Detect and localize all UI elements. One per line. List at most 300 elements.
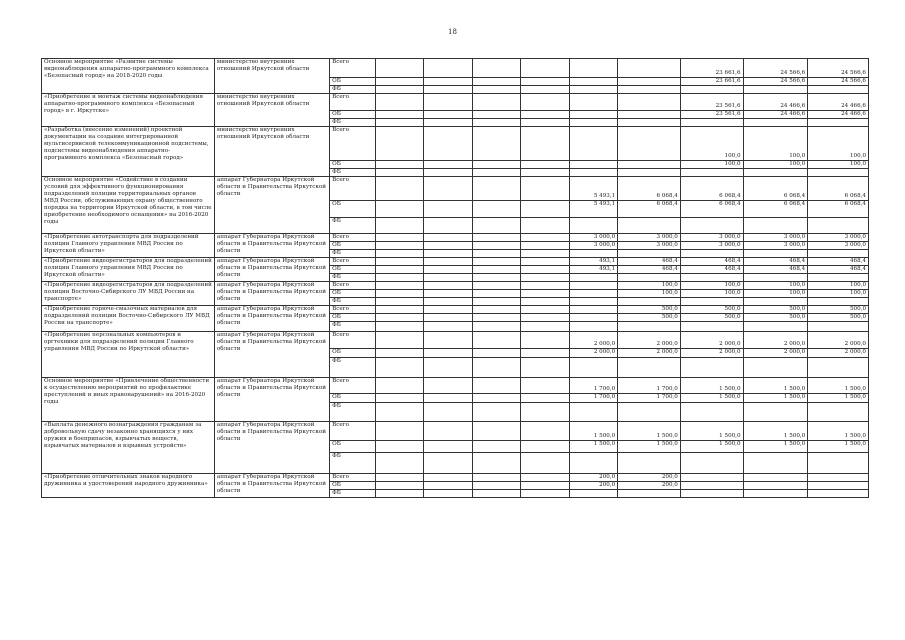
value-cell xyxy=(743,217,808,233)
value-cell xyxy=(569,126,618,160)
value-cell: 6 068,4 xyxy=(808,200,869,217)
value-cell: 200,0 xyxy=(569,473,618,481)
table-row xyxy=(42,421,869,440)
value-cell xyxy=(424,59,473,78)
value-cell: 5 493,1 xyxy=(569,176,618,200)
empty-cell xyxy=(375,257,424,265)
funding-source-cell: ОБ xyxy=(330,440,375,452)
funding-source-cell: ФБ xyxy=(330,249,375,257)
value-cell: 468,4 xyxy=(618,265,681,273)
measure-name-cell: «Приобретение отличительных знаков народного дружинника и удостоверений народного дружинника» xyxy=(42,473,215,497)
empty-cell xyxy=(375,160,424,168)
value-cell xyxy=(424,160,473,168)
value-cell: 1 500,0 xyxy=(743,393,808,402)
value-cell: 24 566,6 xyxy=(808,59,869,78)
value-cell: 493,1 xyxy=(569,265,618,273)
value-cell xyxy=(618,357,681,377)
value-cell xyxy=(472,233,521,241)
table-row xyxy=(42,473,869,481)
funding-source-cell: ОБ xyxy=(330,289,375,297)
value-cell xyxy=(521,297,570,305)
value-cell xyxy=(521,200,570,217)
value-cell xyxy=(424,289,473,297)
funding-source-cell: Всего xyxy=(330,93,375,110)
value-cell: 23 561,6 xyxy=(680,93,743,110)
value-cell xyxy=(472,393,521,402)
value-cell: 100,0 xyxy=(680,126,743,160)
value-cell xyxy=(472,321,521,331)
value-cell: 100,0 xyxy=(680,281,743,289)
value-cell: 24 466,6 xyxy=(808,110,869,118)
value-cell xyxy=(521,331,570,348)
executor-cell: аппарат Губернатора Иркутской области и Правительства Иркутской области xyxy=(214,176,329,233)
value-cell xyxy=(680,273,743,281)
table-row xyxy=(42,281,869,289)
value-cell xyxy=(680,118,743,126)
table-row xyxy=(42,126,869,160)
value-cell xyxy=(472,249,521,257)
funding-source-cell: ФБ xyxy=(330,86,375,94)
value-cell xyxy=(618,93,681,110)
value-cell xyxy=(618,78,681,86)
empty-cell xyxy=(375,126,424,160)
value-cell xyxy=(808,357,869,377)
value-cell xyxy=(808,217,869,233)
value-cell: 6 068,4 xyxy=(680,176,743,200)
measure-name-cell: «Приобретение горюче-смазочных материалов для подразделений полиции Восточно-Сибирского ЛУ МВД России на транспорте» xyxy=(42,305,215,331)
value-cell xyxy=(618,110,681,118)
value-cell xyxy=(472,78,521,86)
value-cell xyxy=(424,110,473,118)
value-cell xyxy=(521,357,570,377)
value-cell: 1 500,0 xyxy=(808,440,869,452)
value-cell: 100,0 xyxy=(618,281,681,289)
value-cell: 1 500,0 xyxy=(680,393,743,402)
value-cell: 500,0 xyxy=(618,313,681,321)
measure-name-cell: «Приобретение персональных компьютеров и оргтехники для подразделений полиции Главного управления МВД России по Иркутской области» xyxy=(42,331,215,377)
table-row xyxy=(42,377,869,393)
value-cell xyxy=(521,59,570,78)
value-cell xyxy=(424,297,473,305)
value-cell: 1 500,0 xyxy=(743,377,808,393)
value-cell xyxy=(424,313,473,321)
value-cell: 1 700,0 xyxy=(569,377,618,393)
empty-cell xyxy=(375,168,424,176)
table-row xyxy=(42,59,869,78)
value-cell xyxy=(472,118,521,126)
funding-source-cell: Всего xyxy=(330,331,375,348)
value-cell xyxy=(472,489,521,497)
value-cell: 3 000,0 xyxy=(569,241,618,249)
measure-name-cell: Основное мероприятие «Развитие системы видеонаблюдения аппаратно-программного комплекса «Безопасный город» на 2018-2020 годы xyxy=(42,59,215,94)
value-cell xyxy=(424,126,473,160)
value-cell: 2 000,0 xyxy=(569,348,618,357)
value-cell: 6 068,4 xyxy=(808,176,869,200)
executor-cell: аппарат Губернатора Иркутской области и Правительства Иркутской области xyxy=(214,331,329,377)
value-cell xyxy=(521,110,570,118)
value-cell xyxy=(521,481,570,489)
value-cell: 2 000,0 xyxy=(569,331,618,348)
value-cell: 1 700,0 xyxy=(618,393,681,402)
value-cell xyxy=(521,118,570,126)
value-cell xyxy=(521,348,570,357)
value-cell xyxy=(521,273,570,281)
empty-cell xyxy=(375,377,424,393)
measure-name-cell: «Приобретение видеорегистраторов для подразделений полиции Главного управления МВД России по Иркутской области» xyxy=(42,257,215,281)
value-cell xyxy=(472,257,521,265)
value-cell xyxy=(472,168,521,176)
value-cell xyxy=(472,348,521,357)
value-cell: 3 000,0 xyxy=(618,233,681,241)
value-cell: 24 566,6 xyxy=(743,78,808,86)
value-cell xyxy=(521,402,570,421)
value-cell: 3 000,0 xyxy=(680,233,743,241)
funding-source-cell: Всего xyxy=(330,305,375,313)
value-cell: 500,0 xyxy=(743,313,808,321)
value-cell xyxy=(680,86,743,94)
value-cell xyxy=(521,421,570,440)
funding-source-cell: ОБ xyxy=(330,160,375,168)
table-row xyxy=(42,305,869,313)
value-cell xyxy=(743,273,808,281)
value-cell xyxy=(424,241,473,249)
value-cell: 2 000,0 xyxy=(680,331,743,348)
funding-source-cell: Всего xyxy=(330,233,375,241)
value-cell: 468,4 xyxy=(680,257,743,265)
value-cell: 1 500,0 xyxy=(618,421,681,440)
value-cell xyxy=(521,217,570,233)
value-cell xyxy=(472,440,521,452)
value-cell xyxy=(680,321,743,331)
value-cell xyxy=(618,297,681,305)
empty-cell xyxy=(375,421,424,440)
value-cell: 1 700,0 xyxy=(569,393,618,402)
value-cell: 100,0 xyxy=(680,160,743,168)
value-cell xyxy=(743,402,808,421)
funding-source-cell: ФБ xyxy=(330,273,375,281)
value-cell xyxy=(521,160,570,168)
value-cell xyxy=(743,249,808,257)
value-cell xyxy=(808,273,869,281)
measure-name-cell: Основное мероприятие «Привлечение общественности к осуществлению мероприятий по профилактике преступлений и иных правонарушений» на 2016-2020 годы xyxy=(42,377,215,421)
value-cell: 2 000,0 xyxy=(808,331,869,348)
value-cell xyxy=(472,289,521,297)
value-cell: 1 500,0 xyxy=(680,440,743,452)
value-cell xyxy=(424,265,473,273)
value-cell: 100,0 xyxy=(618,289,681,297)
value-cell xyxy=(424,86,473,94)
value-cell: 100,0 xyxy=(743,281,808,289)
value-cell: 1 500,0 xyxy=(618,440,681,452)
empty-cell xyxy=(375,440,424,452)
empty-cell xyxy=(375,118,424,126)
value-cell xyxy=(472,160,521,168)
value-cell xyxy=(808,86,869,94)
empty-cell xyxy=(375,93,424,110)
executor-cell: аппарат Губернатора Иркутской области и Правительства Иркутской области xyxy=(214,281,329,305)
value-cell xyxy=(472,93,521,110)
value-cell xyxy=(743,452,808,473)
funding-source-cell: ОБ xyxy=(330,481,375,489)
value-cell xyxy=(472,481,521,489)
value-cell: 3 000,0 xyxy=(743,233,808,241)
value-cell xyxy=(521,168,570,176)
value-cell: 2 000,0 xyxy=(743,331,808,348)
value-cell xyxy=(472,305,521,313)
value-cell: 1 500,0 xyxy=(743,440,808,452)
value-cell: 2 000,0 xyxy=(743,348,808,357)
empty-cell xyxy=(375,78,424,86)
table-row xyxy=(42,331,869,348)
value-cell xyxy=(743,481,808,489)
value-cell xyxy=(424,377,473,393)
value-cell xyxy=(472,59,521,78)
value-cell xyxy=(472,421,521,440)
empty-cell xyxy=(375,357,424,377)
value-cell xyxy=(521,257,570,265)
value-cell: 3 000,0 xyxy=(618,241,681,249)
value-cell xyxy=(569,78,618,86)
funding-source-cell: Всего xyxy=(330,281,375,289)
value-cell xyxy=(424,273,473,281)
funding-source-cell: Всего xyxy=(330,126,375,160)
value-cell: 100,0 xyxy=(743,160,808,168)
value-cell xyxy=(808,321,869,331)
executor-cell: министерство внутренних отношений Иркутской области xyxy=(214,93,329,126)
empty-cell xyxy=(375,393,424,402)
value-cell xyxy=(472,241,521,249)
executor-cell: аппарат Губернатора Иркутской области и Правительства Иркутской области xyxy=(214,421,329,473)
value-cell: 24 466,6 xyxy=(743,93,808,110)
empty-cell xyxy=(375,241,424,249)
funding-source-cell: ФБ xyxy=(330,321,375,331)
value-cell xyxy=(618,86,681,94)
empty-cell xyxy=(375,265,424,273)
value-cell xyxy=(569,249,618,257)
value-cell xyxy=(743,489,808,497)
value-cell xyxy=(569,313,618,321)
funding-source-cell: ОБ xyxy=(330,348,375,357)
value-cell: 500,0 xyxy=(680,313,743,321)
empty-cell xyxy=(375,473,424,481)
value-cell xyxy=(521,393,570,402)
value-cell xyxy=(521,78,570,86)
funding-source-cell: ФБ xyxy=(330,402,375,421)
funding-source-cell: ОБ xyxy=(330,313,375,321)
value-cell: 2 000,0 xyxy=(618,331,681,348)
value-cell: 2 000,0 xyxy=(618,348,681,357)
value-cell xyxy=(743,321,808,331)
value-cell xyxy=(521,93,570,110)
value-cell xyxy=(618,59,681,78)
value-cell xyxy=(569,160,618,168)
funding-source-cell: ФБ xyxy=(330,118,375,126)
value-cell xyxy=(472,265,521,273)
value-cell: 1 500,0 xyxy=(808,421,869,440)
value-cell xyxy=(521,313,570,321)
value-cell: 493,1 xyxy=(569,257,618,265)
value-cell: 100,0 xyxy=(680,289,743,297)
value-cell xyxy=(618,402,681,421)
empty-cell xyxy=(375,348,424,357)
value-cell: 24 566,6 xyxy=(743,59,808,78)
value-cell xyxy=(808,473,869,481)
value-cell: 1 500,0 xyxy=(569,440,618,452)
value-cell xyxy=(808,297,869,305)
value-cell xyxy=(424,249,473,257)
value-cell xyxy=(472,357,521,377)
value-cell xyxy=(569,297,618,305)
empty-cell xyxy=(375,321,424,331)
funding-source-cell: ФБ xyxy=(330,452,375,473)
value-cell: 3 000,0 xyxy=(808,233,869,241)
value-cell: 3 000,0 xyxy=(808,241,869,249)
value-cell: 1 500,0 xyxy=(808,393,869,402)
value-cell: 100,0 xyxy=(808,281,869,289)
value-cell xyxy=(808,249,869,257)
value-cell xyxy=(569,118,618,126)
value-cell xyxy=(569,59,618,78)
value-cell: 6 068,4 xyxy=(618,176,681,200)
value-cell xyxy=(472,281,521,289)
funding-source-cell: ФБ xyxy=(330,489,375,497)
table-row xyxy=(42,176,869,200)
value-cell xyxy=(569,281,618,289)
value-cell: 500,0 xyxy=(618,305,681,313)
value-cell xyxy=(521,241,570,249)
value-cell xyxy=(808,402,869,421)
value-cell xyxy=(680,168,743,176)
funding-source-cell: ФБ xyxy=(330,297,375,305)
value-cell xyxy=(680,402,743,421)
value-cell: 100,0 xyxy=(808,160,869,168)
funding-source-cell: ФБ xyxy=(330,217,375,233)
value-cell xyxy=(424,168,473,176)
value-cell: 468,4 xyxy=(808,257,869,265)
value-cell xyxy=(472,273,521,281)
value-cell xyxy=(521,289,570,297)
value-cell xyxy=(521,233,570,241)
empty-cell xyxy=(375,176,424,200)
funding-source-cell: ОБ xyxy=(330,265,375,273)
value-cell xyxy=(472,297,521,305)
value-cell xyxy=(569,402,618,421)
value-cell: 23 661,6 xyxy=(680,59,743,78)
funding-source-cell: ОБ xyxy=(330,241,375,249)
value-cell xyxy=(618,321,681,331)
funding-source-cell: Всего xyxy=(330,421,375,440)
value-cell xyxy=(424,78,473,86)
funding-source-cell: ОБ xyxy=(330,393,375,402)
value-cell: 6 068,4 xyxy=(680,200,743,217)
measure-name-cell: «Приобретение и монтаж системы видеонаблюдения аппаратно-программного комплекса «Безопасный город» в г. Иркутске» xyxy=(42,93,215,126)
value-cell: 24 466,6 xyxy=(743,110,808,118)
value-cell: 24 566,6 xyxy=(808,78,869,86)
value-cell: 3 000,0 xyxy=(743,241,808,249)
value-cell xyxy=(743,118,808,126)
value-cell: 3 000,0 xyxy=(569,233,618,241)
value-cell: 500,0 xyxy=(808,305,869,313)
value-cell: 3 000,0 xyxy=(680,241,743,249)
empty-cell xyxy=(375,110,424,118)
empty-cell xyxy=(375,249,424,257)
value-cell: 1 500,0 xyxy=(680,421,743,440)
value-cell: 1 700,0 xyxy=(618,377,681,393)
value-cell: 2 000,0 xyxy=(680,348,743,357)
value-cell xyxy=(521,489,570,497)
value-cell: 468,4 xyxy=(618,257,681,265)
value-cell: 2 000,0 xyxy=(808,348,869,357)
value-cell xyxy=(521,473,570,481)
budget-table xyxy=(41,58,869,498)
value-cell xyxy=(569,168,618,176)
value-cell xyxy=(618,217,681,233)
funding-source-cell: Всего xyxy=(330,176,375,200)
value-cell xyxy=(808,452,869,473)
value-cell xyxy=(680,473,743,481)
value-cell xyxy=(521,321,570,331)
value-cell xyxy=(618,160,681,168)
value-cell xyxy=(618,452,681,473)
funding-source-cell: Всего xyxy=(330,59,375,78)
value-cell xyxy=(808,118,869,126)
value-cell xyxy=(521,377,570,393)
value-cell xyxy=(569,110,618,118)
measure-name-cell: «Приобретение автотранспорта для подразделений полиции Главного управления МВД России по Иркутской области» xyxy=(42,233,215,257)
value-cell: 200,0 xyxy=(569,481,618,489)
value-cell: 100,0 xyxy=(808,126,869,160)
value-cell xyxy=(680,481,743,489)
value-cell: 23 561,6 xyxy=(680,110,743,118)
value-cell xyxy=(521,305,570,313)
value-cell xyxy=(743,86,808,94)
value-cell xyxy=(424,393,473,402)
value-cell: 100,0 xyxy=(743,126,808,160)
value-cell xyxy=(618,126,681,160)
value-cell: 1 500,0 xyxy=(808,377,869,393)
empty-cell xyxy=(375,452,424,473)
value-cell xyxy=(569,305,618,313)
value-cell: 200,0 xyxy=(618,473,681,481)
funding-source-cell: ОБ xyxy=(330,78,375,86)
measure-name-cell: «Разработка (внесение изменений) проектной документации на создание интегрированной мультисервисной телекоммуникационной подсистемы, подсистемы видеонаблюдения аппаратно-программного комплекса «Безопасный город» xyxy=(42,126,215,176)
value-cell: 468,4 xyxy=(743,257,808,265)
empty-cell xyxy=(375,297,424,305)
value-cell xyxy=(472,377,521,393)
value-cell xyxy=(521,452,570,473)
funding-source-cell: ОБ xyxy=(330,200,375,217)
executor-cell: аппарат Губернатора Иркутской области и Правительства Иркутской области xyxy=(214,377,329,421)
empty-cell xyxy=(375,331,424,348)
executor-cell: аппарат Губернатора Иркутской области и Правительства Иркутской области xyxy=(214,305,329,331)
value-cell xyxy=(424,452,473,473)
measure-name-cell: «Выплата денежного вознаграждения гражданам за добровольную сдачу незаконно хранящихся у них оружия и боеприпасов, взрывчатых веществ, взрывчатых материалов и взрывных устройств» xyxy=(42,421,215,473)
empty-cell xyxy=(375,59,424,78)
measure-name-cell: «Приобретение видеорегистраторов для подразделений полиции Восточно-Сибирского ЛУ МВД России на транспорте» xyxy=(42,281,215,305)
value-cell xyxy=(521,176,570,200)
value-cell xyxy=(569,86,618,94)
table-row xyxy=(42,93,869,110)
value-cell xyxy=(424,233,473,241)
value-cell xyxy=(424,357,473,377)
table-row xyxy=(42,257,869,265)
value-cell xyxy=(618,489,681,497)
value-cell xyxy=(472,217,521,233)
value-cell xyxy=(472,86,521,94)
value-cell xyxy=(808,168,869,176)
page-number: 18 xyxy=(448,28,457,36)
value-cell xyxy=(680,489,743,497)
